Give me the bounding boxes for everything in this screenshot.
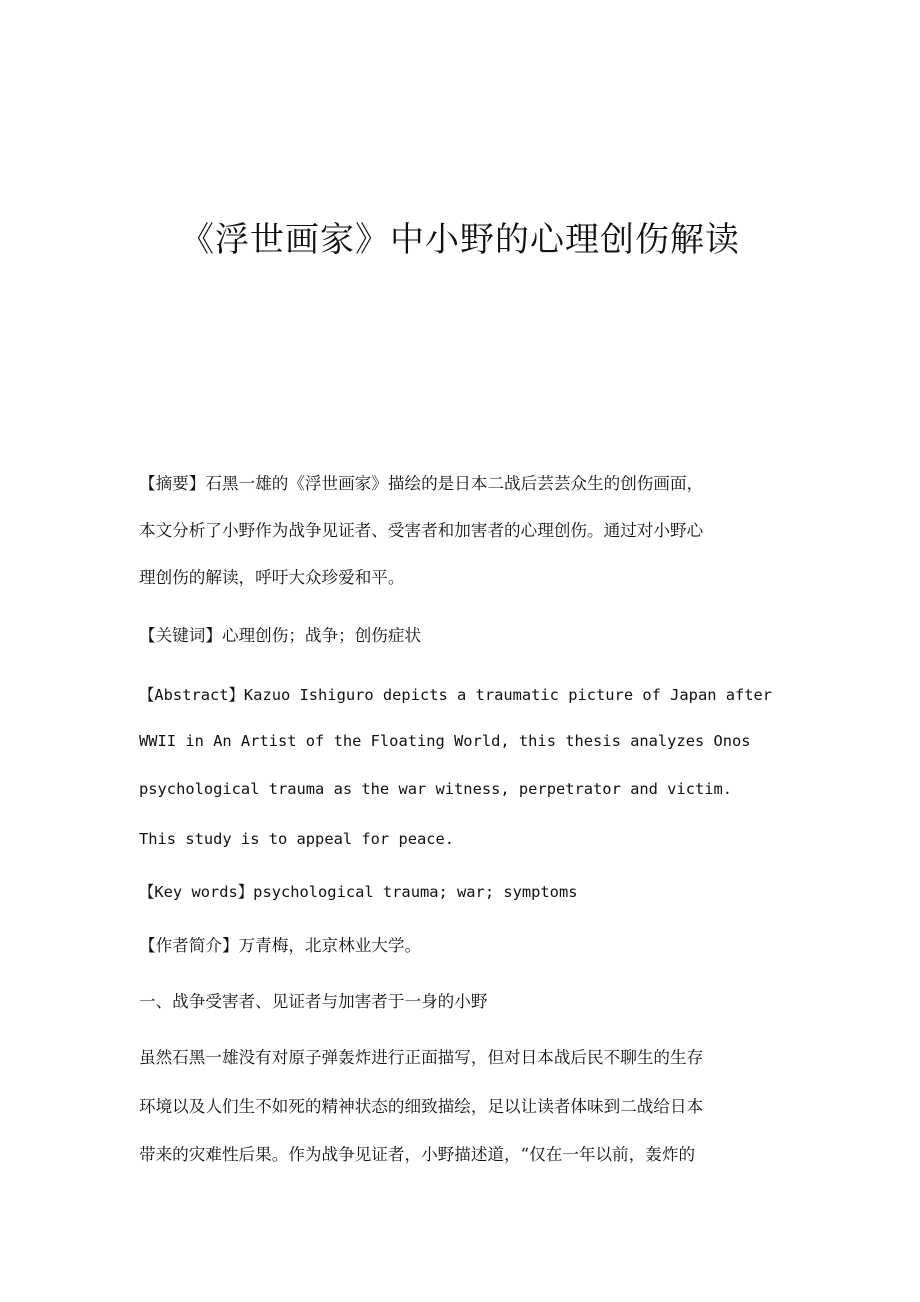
- abstract-cn-line-2: 本文分析了小野作为战争见证者、受害者和加害者的心理创伤。通过对小野心: [139, 521, 704, 540]
- section-heading: 一、战争受害者、见证者与加害者于一身的小野: [139, 992, 488, 1011]
- body-line-3: 带来的灾难性后果。作为战争见证者，小野描述道，“仅在一年以前，轰炸的: [139, 1145, 696, 1164]
- keywords-cn: 【关键词】心理创伤；战争；创伤症状: [139, 626, 422, 645]
- abstract-en-line-2: WWII in An Artist of the Floating World, this thesis analyzes Onos: [139, 732, 751, 750]
- keywords-en: 【Key words】psychological trauma; war; symptoms: [139, 883, 578, 901]
- abstract-cn-line-3: 理创伤的解读，呼吁大众珍爱和平。: [139, 568, 405, 587]
- author-info: 【作者简介】万青梅，北京林业大学。: [139, 936, 422, 955]
- body-line-1: 虽然石黑一雄没有对原子弹轰炸进行正面描写，但对日本战后民不聊生的生存: [139, 1048, 704, 1067]
- abstract-en-line-1: 【Abstract】Kazuo Ishiguro depicts a traumatic picture of Japan after: [139, 686, 773, 704]
- abstract-cn-line-1: 【摘要】石黑一雄的《浮世画家》描绘的是日本二战后芸芸众生的创伤画面，: [139, 474, 704, 493]
- abstract-en-line-4: This study is to appeal for peace.: [139, 830, 455, 848]
- document-title: 《浮世画家》中小野的心理创伤解读: [180, 220, 740, 260]
- body-line-2: 环境以及人们生不如死的精神状态的细致描绘，足以让读者体味到二战给日本: [139, 1097, 704, 1116]
- abstract-en-line-3: psychological trauma as the war witness, perpetrator and victim.: [139, 780, 733, 798]
